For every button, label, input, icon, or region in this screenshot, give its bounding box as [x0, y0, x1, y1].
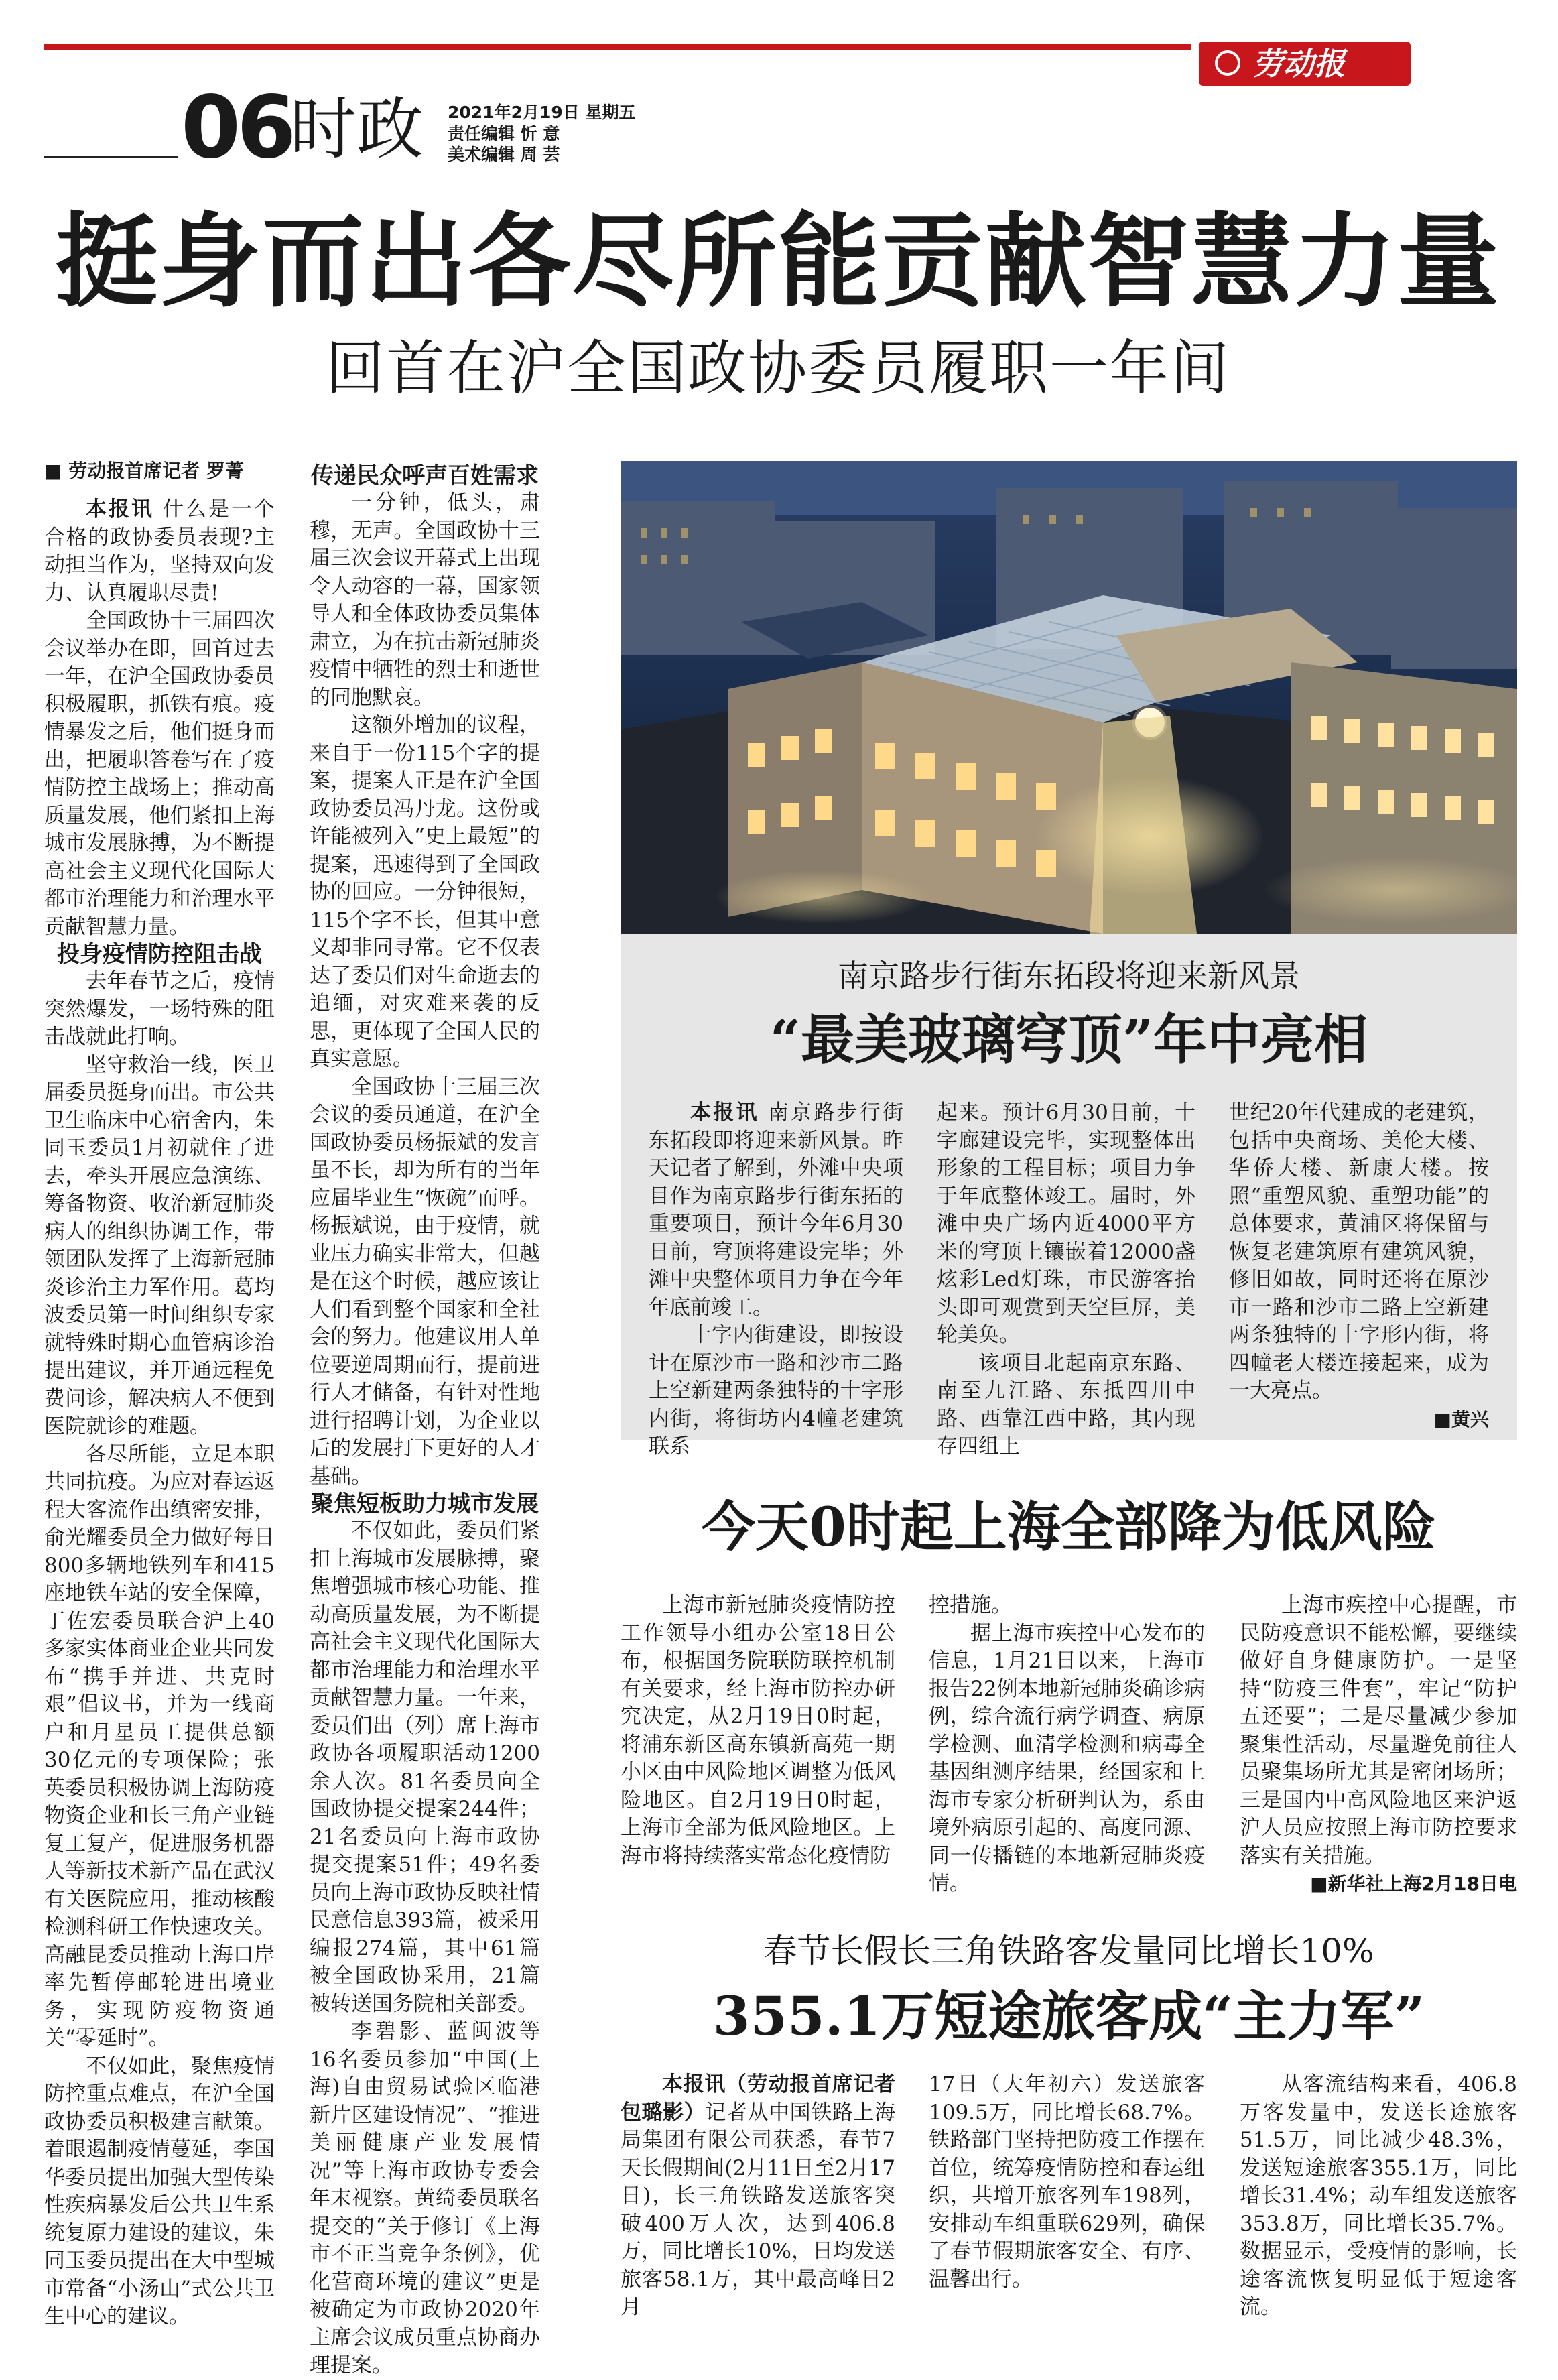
- subhead: 聚焦短板助力城市发展: [311, 1491, 539, 1517]
- byline: ■ 劳动报首席记者 罗菁: [44, 460, 244, 482]
- issue-date: 2021年2月19日 星期五: [448, 103, 636, 122]
- editor-line: 责任编辑 忻 意: [448, 124, 560, 143]
- main-article-col2: [310, 462, 540, 2380]
- paragraph: 上海市新冠肺炎疫情防控工作领导小组办公室18日公布，根据国务院联防联控机制有关要求，经上海市防控办研究决定，从2月19日0时起，将浦东新区高东镇新高苑一期小区由中风险地区调整为低风险地区。自2月19日0时起，上海市全部为低风险地区。上海市将持续落实常态化疫情防: [621, 1593, 895, 1868]
- rail-col1: [621, 2071, 895, 2322]
- photo-kicker: 南京路步行街东拓段将迎来新风景: [838, 958, 1300, 994]
- paragraph: 李碧影、蓝闽波等16名委员参加“中国(上海)自由贸易试验区临港新片区建设情况”、“推进美丽健康产业发展情况”等上海市政协专委会年末视察。黄绮委员联名提交的“关于修订《上海市不正当竞争条例》，优化营商环境的建议”更是被确定为市政协2020年主席会议成员重点协商办理提案。: [310, 2019, 540, 2377]
- main-headline: 挺身而出各尽所能贡献智慧力量: [56, 201, 1500, 321]
- logo-badge-icon: [1215, 50, 1240, 76]
- main-article-col1: [44, 460, 275, 2331]
- paragraph: 这额外增加的议程，来自于一份115个字的提案，提案人正是在沪全国政协委员冯丹龙。这份或许能被列入“史上最短”的提案，迅速得到了全国政协的回应。一分钟很短，115个字不长，但其中意义却非同寻常。它不仅表达了委员们对生命逝去的追缅，对灾难来袭的反思，更体现了全国人民的真实意愿。: [310, 713, 540, 1071]
- paragraph: 上海市疾控中心提醒，市民防疫意识不能松懈，要继续做好自身健康防护。一是坚持“防疫三件套”，牢记“防护五还要”；二是尽量减少参加聚集性活动，尽量避免前往人员聚集场所尤其是密闭场所；三是国内中高风险地区来沪返沪人员应按照上海市防控要求落实有关措施。: [1240, 1593, 1517, 1868]
- paragraph: 从客流结构来看，406.8万客发量中，发送长途旅客51.5万，同比减少48.3%，发送短途旅客355.1万，同比增长31.4%；动车组发送旅客353.8万，同比增长35.7%。数据显示，受疫情的影响，长途客流恢复明显低于短途客流。: [1240, 2072, 1517, 2319]
- rail-kicker: 春节长假长三角铁路客发量同比增长10%: [763, 1932, 1374, 1970]
- main-subheadline: 回首在沪全国政协委员履职一年间: [325, 334, 1230, 403]
- paragraph: 该项目北起南京东路、南至九江路、东抵四川中路、西靠江西中路，其内现存四组上: [937, 1351, 1195, 1458]
- paragraph: 十字内街建设，即按设计在原沙市一路和沙市二路上空新建两条独特的十字形内街，将街坊内4幢老建筑联系: [649, 1323, 903, 1458]
- section-name: 时政: [289, 90, 424, 168]
- rail-col2: [929, 2071, 1205, 2294]
- covid-col1: [621, 1592, 895, 1870]
- paragraph: 17日（大年初六）发送旅客109.5万，同比增长68.7%。铁路部门坚持把防疫工作摆在首位，统筹疫情防控和春运组织，共增开旅客列车198列，安排动车组重联629列，确保了春节假期旅客安全、有序、温馨出行。: [929, 2072, 1205, 2292]
- paragraph: 坚守救治一线，医卫届委员挺身而出。市公共卫生临床中心宿舍内，朱同玉委员1月初就住了进去，牵头开展应急演练、筹备物资、收治新冠肺炎病人的组织协调工作，带领团队发挥了上海新冠肺炎诊治主力军作用。葛均波委员第一时间组织专家就特殊时期心血管病诊治提出建议，并开通远程免费问诊，解决病人不便到医院就诊的难题。: [44, 1052, 275, 1438]
- art-editor-line: 美术编辑 周 芸: [448, 145, 560, 164]
- paragraph: 本报讯 南京路步行街东拓段即将迎来新风景。昨天记者了解到，外滩中央项目作为南京路步行街东拓的重要项目，预计今年6月30日前，穹顶将建设完毕；外滩中央整体项目力争在今年年底前竣工。: [649, 1101, 904, 1320]
- photo-story-col1: [649, 1099, 903, 1461]
- covid-headline: 今天0时起上海全部降为低风险: [702, 1495, 1436, 1558]
- paragraph: 本报讯（劳动报首席记者包璐影）记者从中国铁路上海局集团有限公司获悉，春节7天长假期间(2月11日至2月17日)，长三角铁路发送旅客突破400万人次，达到406.8万，同比增长10%，日均发送旅客58.1万，其中最高峰日2月: [621, 2072, 896, 2319]
- paper-name: 劳动报: [1252, 46, 1345, 82]
- paragraph: 控措施。: [929, 1593, 1012, 1617]
- page-number: 06: [181, 78, 293, 178]
- subhead: 投身疫情防控阻击战: [57, 941, 262, 968]
- paragraph: 一分钟，低头，肃穆，无声。全国政协十三届三次会议开幕式上出现令人动容的一幕，国家领导人和全体政协委员集体肃立，为在抗击新冠肺炎疫情中牺牲的烈士和逝世的同胞默哀。: [310, 491, 540, 710]
- paragraph: 世纪20年代建成的老建筑，包括中央商场、美伦大楼、华侨大楼、新康大楼。按照“重塑风貌、重塑功能”的总体要求，黄浦区将保留与恢复老建筑原有建筑风貌，修旧如故，同时还将在原沙市一路和沙市二路上空新建两条独特的十字形内街，将四幢老大楼连接起来，成为一大亮点。: [1229, 1101, 1489, 1403]
- rail-headline: 355.1万短途旅客成“主力军”: [712, 1985, 1425, 2048]
- photo-headline: “最美玻璃穹顶”年中亮相: [769, 1008, 1368, 1071]
- masthead-logo: [1199, 42, 1411, 86]
- subhead: 传递民众呼声百姓需求: [311, 462, 539, 489]
- signature: ■新华社上海2月18日电: [1310, 1873, 1517, 1895]
- paragraph: 起来。预计6月30日前，十字廊建设完毕，实现整体出形象的工程目标；项目力争于年底整体竣工。届时，外滩中央广场内近4000平方米的穹顶上镶嵌着12000盏炫彩Led灯珠，市民游客抬头即可观赏到天空巨屏，美轮美奂。: [937, 1101, 1195, 1347]
- paragraph: 全国政协十三届四次会议举办在即，回首过去一年，在沪全国政协委员积极履职，抓铁有痕。疫情暴发之后，他们挺身而出，把履职答卷写在了疫情防控主战场上；推动高质量发展，他们紧扣上海城市发展脉搏，为不断提高社会主义现代化国际大都市治理能力和治理水平贡献智慧力量。: [44, 609, 275, 939]
- street-rendering-photo: [621, 461, 1517, 934]
- covid-col2: [929, 1592, 1205, 1898]
- paragraph: 不仅如此，委员们紧扣上海城市发展脉搏，聚焦增强城市核心功能、推动高质量发展，为不断提高社会主义现代化国际大都市治理能力和治理水平贡献智慧力量。一年来，委员们出（列）席上海市政协各项履职活动1200余人次。81名委员向全国政协提交提案244件；21名委员向上海市政协提交提案51件；49名委员向上海市政协反映社情民意信息393篇，被采用编报274篇，其中61篇被全国政协采用，21篇被转送国务院相关部委。: [310, 1519, 540, 2016]
- rail-col3: [1240, 2071, 1517, 2322]
- paragraph: 据上海市疾控中心发布的信息，1月21日以来，上海市报告22例本地新冠肺炎确诊病例，综合流行病学调查、病原学检测、血清学检测和病毒全基因组测序结果，经国家和上海市专家分析研判认为，系由境外病原引起的、高度同源、同一传播链的本地新冠肺炎疫情。: [929, 1621, 1205, 1895]
- lead-label: 本报讯: [86, 497, 155, 521]
- paragraph: 去年春节之后，疫情突然爆发，一场特殊的阻击战就此打响。: [44, 969, 275, 1049]
- photo-story-col2: [937, 1099, 1195, 1461]
- paragraph: 全国政协十三届三次会议的委员通道，在沪全国政协委员杨振斌的发言虽不长，却为所有的当年应届毕业生“恢碗”而呼。杨振斌说，由于疫情，就业压力确实非常大，但越是在这个时候，越应该让人们看到整个国家和全社会的努力。他建议用人单位要逆周期而行，提前进行人才储备，有针对性地进行招聘计划，为企业以后的发展打下更好的人才基础。: [310, 1074, 540, 1489]
- covid-col3: [1240, 1592, 1517, 1898]
- paragraph: 各尽所能，立足本职共同抗疫。为应对春运返程大客流作出缜密安排，俞光耀委员全力做好每日800多辆地铁列车和415座地铁车站的安全保障，丁佐宏委员联合沪上40多家实体商业企业共同发布“携手并进、共克时艰”倡议书，并为一线商户和月星员工提供总额30亿元的专项保险；张英委员积极协调上海防疫物资企业和长三角产业链复工复产，促进服务机器人等新技术新产品在武汉有关医院应用，推动核酸检测科研工作快速攻关。高融昆委员推动上海口岸率先暂停邮轮进出境业务，实现防疫物资通关“零延时”。: [44, 1442, 275, 2050]
- photo-story-col3: [1229, 1099, 1489, 1433]
- top-rule: [44, 44, 1191, 50]
- signature: ■黄兴: [1433, 1407, 1489, 1430]
- paragraph: 本报讯 什么是一个合格的政协委员表现?主动担当作为，坚持双向发力、认真履职尽责!: [44, 497, 275, 605]
- paragraph: 不仅如此，聚焦疫情防控重点难点，在沪全国政协委员积极建言献策。着眼遏制疫情蔓延，李国华委员提出加强大型传染性疾病暴发后公共卫生系统复原力建设的建议，朱同玉委员提出在大中型城市常备“小汤山”式公共卫生中心的建议。: [44, 2054, 275, 2328]
- masthead-left-rule: [44, 156, 178, 158]
